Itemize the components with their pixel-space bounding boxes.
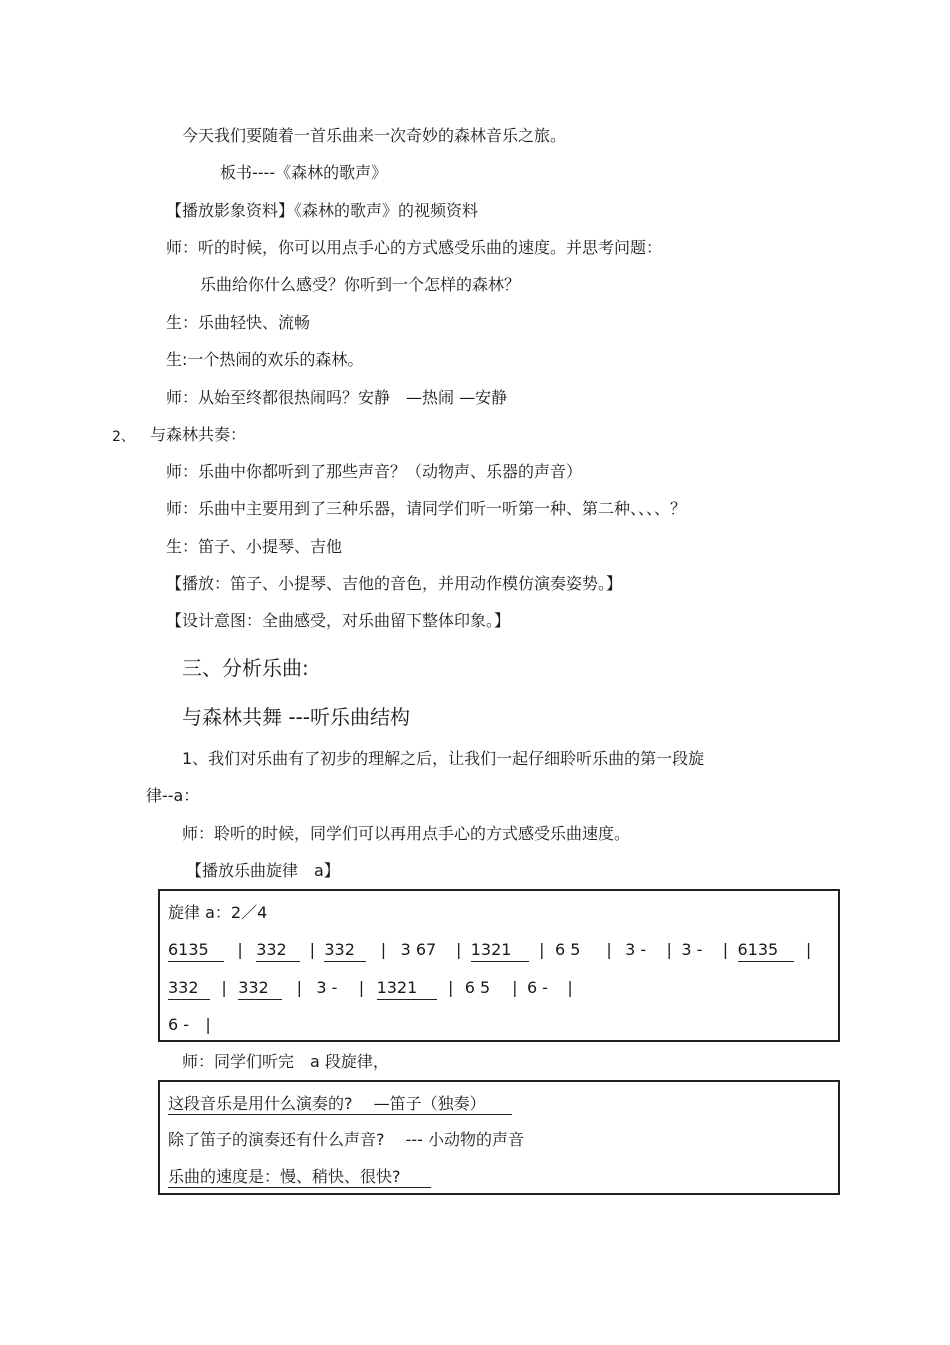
teacher-line: 师：听的时候，你可以用点手心的方式感受乐曲的速度。并思考问题： bbox=[166, 238, 663, 257]
question-row bbox=[168, 1094, 512, 1114]
notation-measure: 6 - bbox=[168, 1015, 190, 1034]
notation-measure: 332 bbox=[256, 940, 300, 962]
play-note: 【播放乐曲旋律 a】 bbox=[186, 861, 340, 880]
student-line: 生：笛子、小提琴、吉他 bbox=[166, 537, 343, 556]
melody-title: 旋律 a：2／4 bbox=[168, 903, 268, 922]
question-3: 乐曲的速度是：慢、稍快、很快? bbox=[168, 1167, 431, 1188]
student-line: 生：乐曲轻快、流畅 bbox=[166, 313, 311, 332]
notation-measure: 332 bbox=[238, 978, 282, 1000]
barline: | bbox=[358, 978, 365, 997]
question-2: 除了笛子的演奏还有什么声音? --- 小动物的声音 bbox=[168, 1130, 524, 1149]
teacher-line: 师：乐曲中主要用到了三种乐器，请同学们听一听第一种、第二种、、、、？ bbox=[166, 499, 687, 518]
barline: | bbox=[805, 940, 812, 959]
notation-measure: 3 - bbox=[625, 940, 647, 959]
design-intent: 【设计意图：全曲感受，对乐曲留下整体印象。】 bbox=[166, 611, 511, 630]
teacher-line: 师：乐曲中你都听到了那些声音？（动物声、乐器的声音） bbox=[166, 462, 583, 481]
section-heading: 与森林共奏： bbox=[150, 425, 247, 444]
melody-row-2 bbox=[168, 978, 578, 1000]
subsection-title: 与森林共舞 ---听乐曲结构 bbox=[182, 705, 411, 729]
barline: | bbox=[296, 978, 302, 997]
barline: | bbox=[666, 940, 672, 959]
barline: | bbox=[447, 978, 454, 997]
notation-measure: 332 bbox=[324, 940, 366, 962]
notation-measure: 332 bbox=[168, 978, 210, 1000]
paragraph: 1、我们对乐曲有了初步的理解之后，让我们一起仔细聆听乐曲的第一段旋 bbox=[182, 749, 705, 768]
paragraph-intro: 今天我们要随着一首乐曲来一次奇妙的森林音乐之旅。 bbox=[182, 126, 567, 145]
question-box bbox=[158, 1080, 840, 1195]
question-1: 这段音乐是用什么演奏的? —笛子（独奏） bbox=[168, 1094, 512, 1115]
notation-measure: 3 - bbox=[681, 940, 703, 959]
barline: | bbox=[567, 978, 573, 997]
play-note: 【播放：笛子、小提琴、吉他的音色，并用动作模仿演奏姿势。】 bbox=[166, 574, 623, 593]
notation-measure: 3 - bbox=[316, 978, 338, 997]
section-title: 三、分析乐曲: bbox=[182, 656, 309, 680]
barline: | bbox=[205, 1015, 211, 1034]
notation-measure: 6 5 bbox=[554, 940, 581, 959]
notation-measure: 6 5 bbox=[464, 978, 491, 997]
barline: | bbox=[380, 940, 387, 959]
notation-measure: 6135 bbox=[738, 940, 794, 962]
teacher-line: 师：从始至终都很热闹吗？安静 —热闹 —安静 bbox=[166, 388, 508, 407]
barline: | bbox=[221, 978, 227, 997]
barline: | bbox=[539, 940, 545, 959]
notation-measure: 1321 bbox=[471, 940, 529, 962]
play-video-note: 【播放影象资料】《森林的歌声》的视频资料 bbox=[166, 201, 479, 220]
paragraph-cont: 律--a： bbox=[146, 786, 200, 805]
blackboard-note: 板书----《森林的歌声》 bbox=[220, 163, 388, 182]
question-line: 乐曲给你什么感受？你听到一个怎样的森林？ bbox=[200, 275, 521, 294]
barline: | bbox=[309, 940, 315, 959]
melody-box bbox=[158, 889, 840, 1042]
melody-row-3 bbox=[168, 1015, 215, 1035]
barline: | bbox=[606, 940, 612, 959]
notation-measure: 1321 bbox=[377, 978, 437, 1000]
notation-measure: 6 - bbox=[526, 978, 548, 997]
barline: | bbox=[455, 940, 462, 959]
barline: | bbox=[237, 940, 243, 959]
student-line: 生:一个热闹的欢乐的森林。 bbox=[166, 350, 364, 369]
notation-measure: 6135 bbox=[168, 940, 224, 962]
teacher-line: 师：同学们听完 a 段旋律， bbox=[182, 1052, 389, 1071]
section-number: 2、 bbox=[112, 429, 135, 445]
barline: | bbox=[722, 940, 729, 959]
question-row bbox=[168, 1167, 431, 1187]
notation-measure: 3 67 bbox=[400, 940, 437, 959]
barline: | bbox=[512, 978, 518, 997]
melody-row-1 bbox=[168, 940, 819, 962]
teacher-line: 师：聆听的时候，同学们可以再用点手心的方式感受乐曲速度。 bbox=[182, 824, 631, 843]
